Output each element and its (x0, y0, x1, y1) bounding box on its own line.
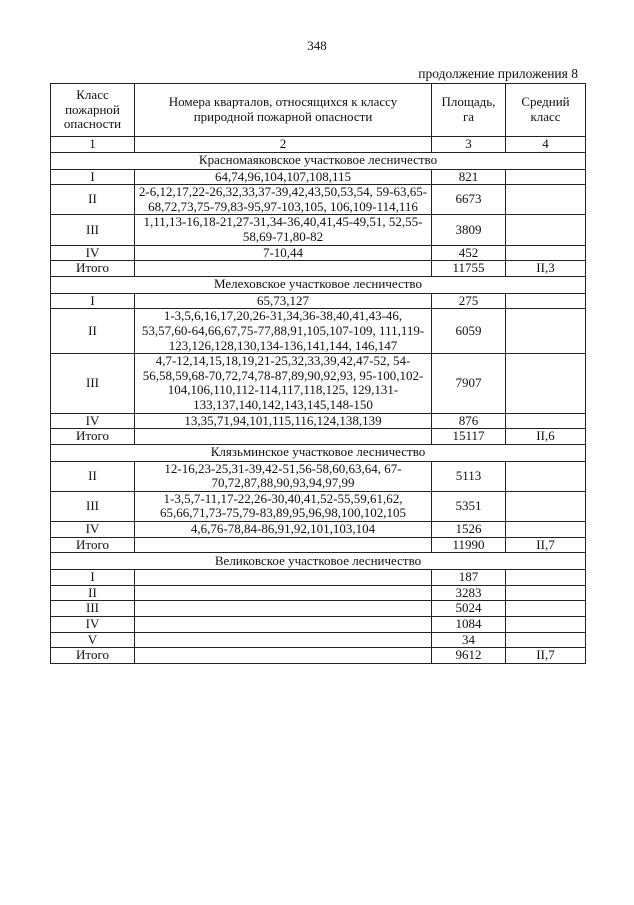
header-area: Площадь, га (432, 84, 506, 137)
table-body (51, 152, 586, 663)
total-row (51, 429, 586, 445)
cell-quarters (135, 570, 432, 586)
page-number: 348 (307, 38, 327, 53)
total-area: 9612 (432, 648, 506, 664)
cell-area: 5024 (432, 601, 506, 617)
cell-class: IV (51, 617, 135, 633)
total-average-class: II,3 (506, 261, 586, 277)
cell-average-class (506, 293, 586, 309)
cell-average-class (506, 354, 586, 413)
cell-area: 1526 (432, 522, 506, 538)
total-row (51, 261, 586, 277)
header-row (51, 84, 586, 137)
total-quarters (135, 648, 432, 664)
cell-average-class (506, 522, 586, 538)
column-number: 4 (506, 137, 586, 153)
cell-area: 821 (432, 169, 506, 185)
cell-quarters: 4,7-12,14,15,18,19,21-25,32,33,39,42,47-52, 54-56,58,59,68-70,72,74,78-87,89,90,92,93, 95-100,102-104,106,110,112-114,117,118,125, 129,131-133,137,140,142,143,145,148-150 (135, 354, 432, 413)
table-row (51, 309, 586, 354)
total-quarters (135, 537, 432, 553)
header-average-class: Средний класс (506, 84, 586, 137)
cell-average-class (506, 461, 586, 491)
table-row (51, 491, 586, 521)
cell-area: 3283 (432, 585, 506, 601)
table-row (51, 522, 586, 538)
table-row (51, 585, 586, 601)
cell-quarters (135, 601, 432, 617)
cell-area: 7907 (432, 354, 506, 413)
cell-area: 5351 (432, 491, 506, 521)
section-title-row (51, 276, 586, 293)
cell-quarters (135, 585, 432, 601)
total-area: 11990 (432, 537, 506, 553)
table-row (51, 215, 586, 245)
cell-class: II (51, 585, 135, 601)
cell-class: II (51, 309, 135, 354)
header-class: Класс пожарной опасности (51, 84, 135, 137)
cell-area: 34 (432, 632, 506, 648)
cell-area: 187 (432, 570, 506, 586)
total-average-class: II,6 (506, 429, 586, 445)
table-row (51, 245, 586, 261)
continuation-note: продолжение приложения 8 (418, 66, 578, 81)
cell-average-class (506, 632, 586, 648)
cell-average-class (506, 617, 586, 633)
total-quarters (135, 429, 432, 445)
table-row (51, 185, 586, 215)
cell-class: I (51, 293, 135, 309)
section-title-row (51, 553, 586, 570)
section-title: Мелеховское участковое лесничество (51, 276, 586, 293)
total-label: Итого (51, 537, 135, 553)
cell-area: 3809 (432, 215, 506, 245)
cell-class: III (51, 491, 135, 521)
table-row (51, 354, 586, 413)
cell-average-class (506, 309, 586, 354)
cell-area: 452 (432, 245, 506, 261)
cell-average-class (506, 413, 586, 429)
cell-area: 876 (432, 413, 506, 429)
cell-class: IV (51, 522, 135, 538)
cell-area: 6059 (432, 309, 506, 354)
cell-area: 1084 (432, 617, 506, 633)
table-row (51, 632, 586, 648)
header-quarters: Номера кварталов, относящихся к классу природной пожарной опасности (135, 84, 432, 137)
cell-quarters: 65,73,127 (135, 293, 432, 309)
cell-quarters: 1-3,5,7-11,17-22,26-30,40,41,52-55,59,61,62, 65,66,71,73-75,79-83,89,95,96,98,100,102,105 (135, 491, 432, 521)
cell-class: V (51, 632, 135, 648)
cell-quarters: 12-16,23-25,31-39,42-51,56-58,60,63,64, 67-70,72,87,88,90,93,94,97,99 (135, 461, 432, 491)
cell-class: II (51, 461, 135, 491)
cell-class: I (51, 169, 135, 185)
total-label: Итого (51, 648, 135, 664)
table-row (51, 601, 586, 617)
cell-class: III (51, 601, 135, 617)
cell-average-class (506, 601, 586, 617)
table-row (51, 169, 586, 185)
cell-quarters: 4,6,76-78,84-86,91,92,101,103,104 (135, 522, 432, 538)
fire-danger-table (50, 83, 586, 664)
cell-quarters: 13,35,71,94,101,115,116,124,138,139 (135, 413, 432, 429)
section-title: Великовское участковое лесничество (51, 553, 586, 570)
cell-average-class (506, 169, 586, 185)
cell-average-class (506, 585, 586, 601)
total-row (51, 537, 586, 553)
column-number: 1 (51, 137, 135, 153)
section-title: Клязьминское участковое лесничество (51, 444, 586, 461)
cell-average-class (506, 215, 586, 245)
total-label: Итого (51, 261, 135, 277)
cell-class: IV (51, 413, 135, 429)
section-title-row (51, 444, 586, 461)
cell-quarters: 1,11,13-16,18-21,27-31,34-36,40,41,45-49,51, 52,55-58,69-71,80-82 (135, 215, 432, 245)
cell-quarters: 64,74,96,104,107,108,115 (135, 169, 432, 185)
cell-class: IV (51, 245, 135, 261)
column-number: 3 (432, 137, 506, 153)
cell-class: III (51, 215, 135, 245)
total-average-class: II,7 (506, 648, 586, 664)
table-row (51, 413, 586, 429)
total-row (51, 648, 586, 664)
table-row (51, 461, 586, 491)
cell-class: III (51, 354, 135, 413)
column-number: 2 (135, 137, 432, 153)
table-row (51, 293, 586, 309)
cell-class: I (51, 570, 135, 586)
cell-area: 5113 (432, 461, 506, 491)
total-area: 15117 (432, 429, 506, 445)
column-number-row (51, 137, 586, 153)
cell-quarters: 7-10,44 (135, 245, 432, 261)
cell-average-class (506, 245, 586, 261)
cell-area: 275 (432, 293, 506, 309)
cell-quarters: 2-6,12,17,22-26,32,33,37-39,42,43,50,53,54, 59-63,65-68,72,73,75-79,83-95,97-103,105, 106,109-114,116 (135, 185, 432, 215)
cell-class: II (51, 185, 135, 215)
total-quarters (135, 261, 432, 277)
cell-area: 6673 (432, 185, 506, 215)
cell-average-class (506, 491, 586, 521)
cell-average-class (506, 570, 586, 586)
section-title: Красномаяковское участковое лесничество (51, 152, 586, 169)
total-label: Итого (51, 429, 135, 445)
total-area: 11755 (432, 261, 506, 277)
cell-quarters (135, 632, 432, 648)
table-row (51, 570, 586, 586)
cell-quarters (135, 617, 432, 633)
section-title-row (51, 152, 586, 169)
total-average-class: II,7 (506, 537, 586, 553)
cell-quarters: 1-3,5,6,16,17,20,26-31,34,36-38,40,41,43-46, 53,57,60-64,66,67,75-77,88,91,105,107-109, 111,119-123,126,128,130,134-136,141,144, 146,147 (135, 309, 432, 354)
table-row (51, 617, 586, 633)
cell-average-class (506, 185, 586, 215)
